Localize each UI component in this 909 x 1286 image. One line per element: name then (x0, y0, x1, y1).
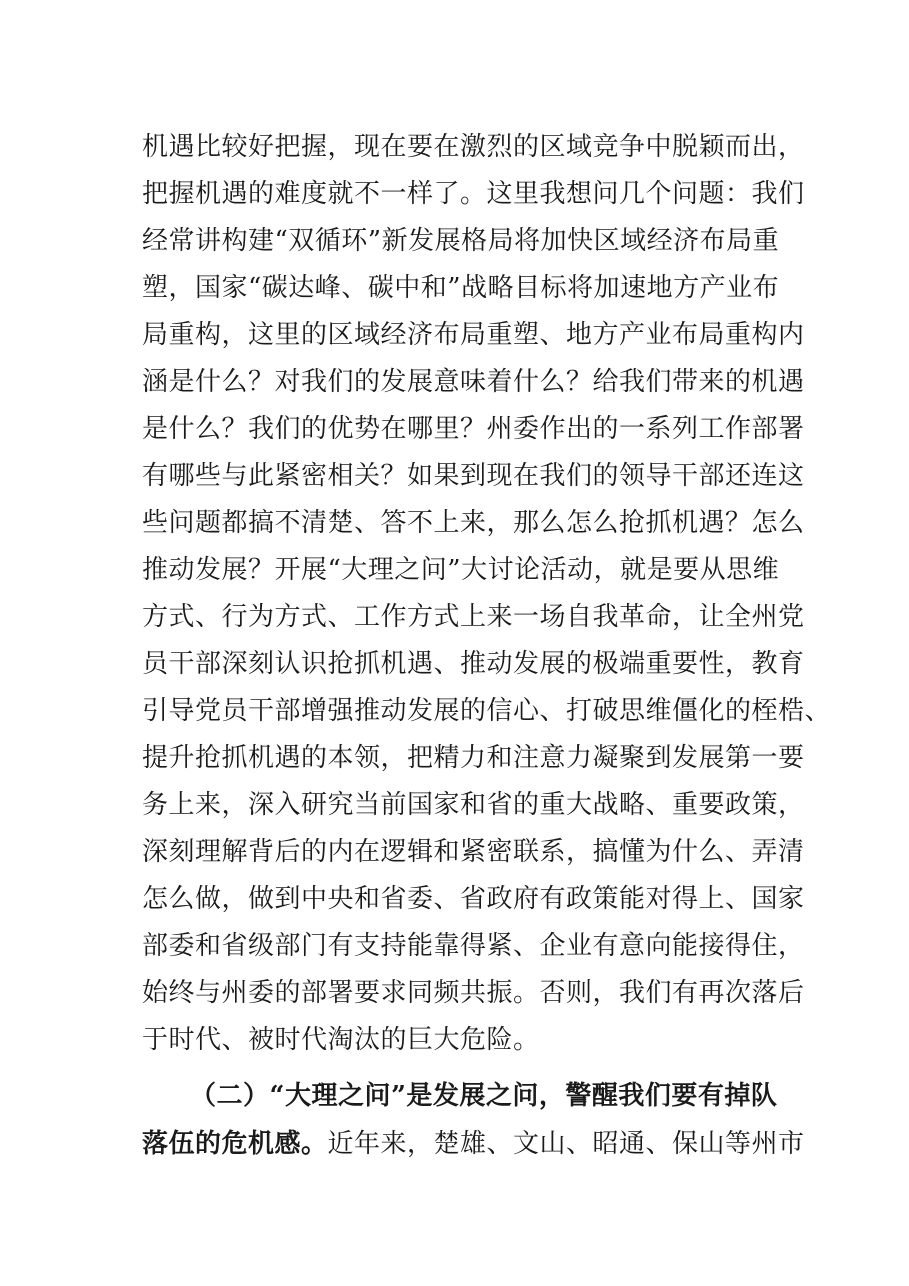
section-heading-continuation (142, 1124, 805, 1164)
body-text-line: 于时代、被时代淘汰的巨大危险。 (142, 1025, 540, 1055)
body-text-line: 员干部深刻认识抢抓机遇、推动发展的极端重要性，教育 (142, 649, 805, 679)
body-text-line: 是什么？我们的优势在哪里？州委作出的一系列工作部署 (142, 414, 805, 444)
body-text-line: 推动发展？开展“大理之问”大讨论活动，就是要从思维 (142, 555, 780, 585)
body-text-line: 始终与州委的部署要求同频共振。否则，我们有再次落后 (142, 978, 805, 1008)
section-heading-end: 落伍的危机感。 (142, 1129, 328, 1159)
body-text-line: 提升抢抓机遇的本领，把精力和注意力凝聚到发展第一要 (142, 743, 805, 773)
body-text-line: 局重构，这里的区域经济布局重塑、地方产业布局重构内 (142, 320, 805, 350)
body-text-line: 怎么做，做到中央和省委、省政府有政策能对得上、国家 (142, 884, 805, 914)
body-text-line: 经常讲构建“双循环”新发展格局将加快区域经济布局重 (142, 226, 780, 256)
section-heading-line: （二）“大理之问”是发展之问，警醒我们要有掉队 (190, 1081, 778, 1111)
body-text-line: 塑，国家“碳达峰、碳中和”战略目标将加速地方产业布 (142, 273, 780, 303)
body-text-line: 有哪些与此紧密相关？如果到现在我们的领导干部还连这 (142, 461, 805, 491)
body-text-line: 把握机遇的难度就不一样了。这里我想问几个问题：我们 (142, 179, 805, 209)
body-text-line: 务上来，深入研究当前国家和省的重大战略、重要政策， (142, 790, 805, 820)
body-text-line: 深刻理解背后的内在逻辑和紧密联系，搞懂为什么、弄清 (142, 837, 805, 867)
body-text-line: 引导党员干部增强推动发展的信心、打破思维僵化的桎梏、 (142, 696, 832, 726)
body-text-line: 涵是什么？对我们的发展意味着什么？给我们带来的机遇 (142, 367, 805, 397)
body-text-line: 些问题都搞不清楚、答不上来，那么怎么抢抓机遇？怎么 (142, 508, 805, 538)
body-text-line: 部委和省级部门有支持能靠得紧、企业有意向能接得住， (142, 931, 805, 961)
body-text-after-heading: 近年来，楚雄、文山、昭通、保山等州市 (327, 1129, 805, 1159)
body-text-line: 机遇比较好把握，现在要在激烈的区域竞争中脱颖而出， (142, 132, 805, 162)
body-text-line: 方式、行为方式、工作方式上来一场自我革命，让全州党 (142, 602, 805, 632)
